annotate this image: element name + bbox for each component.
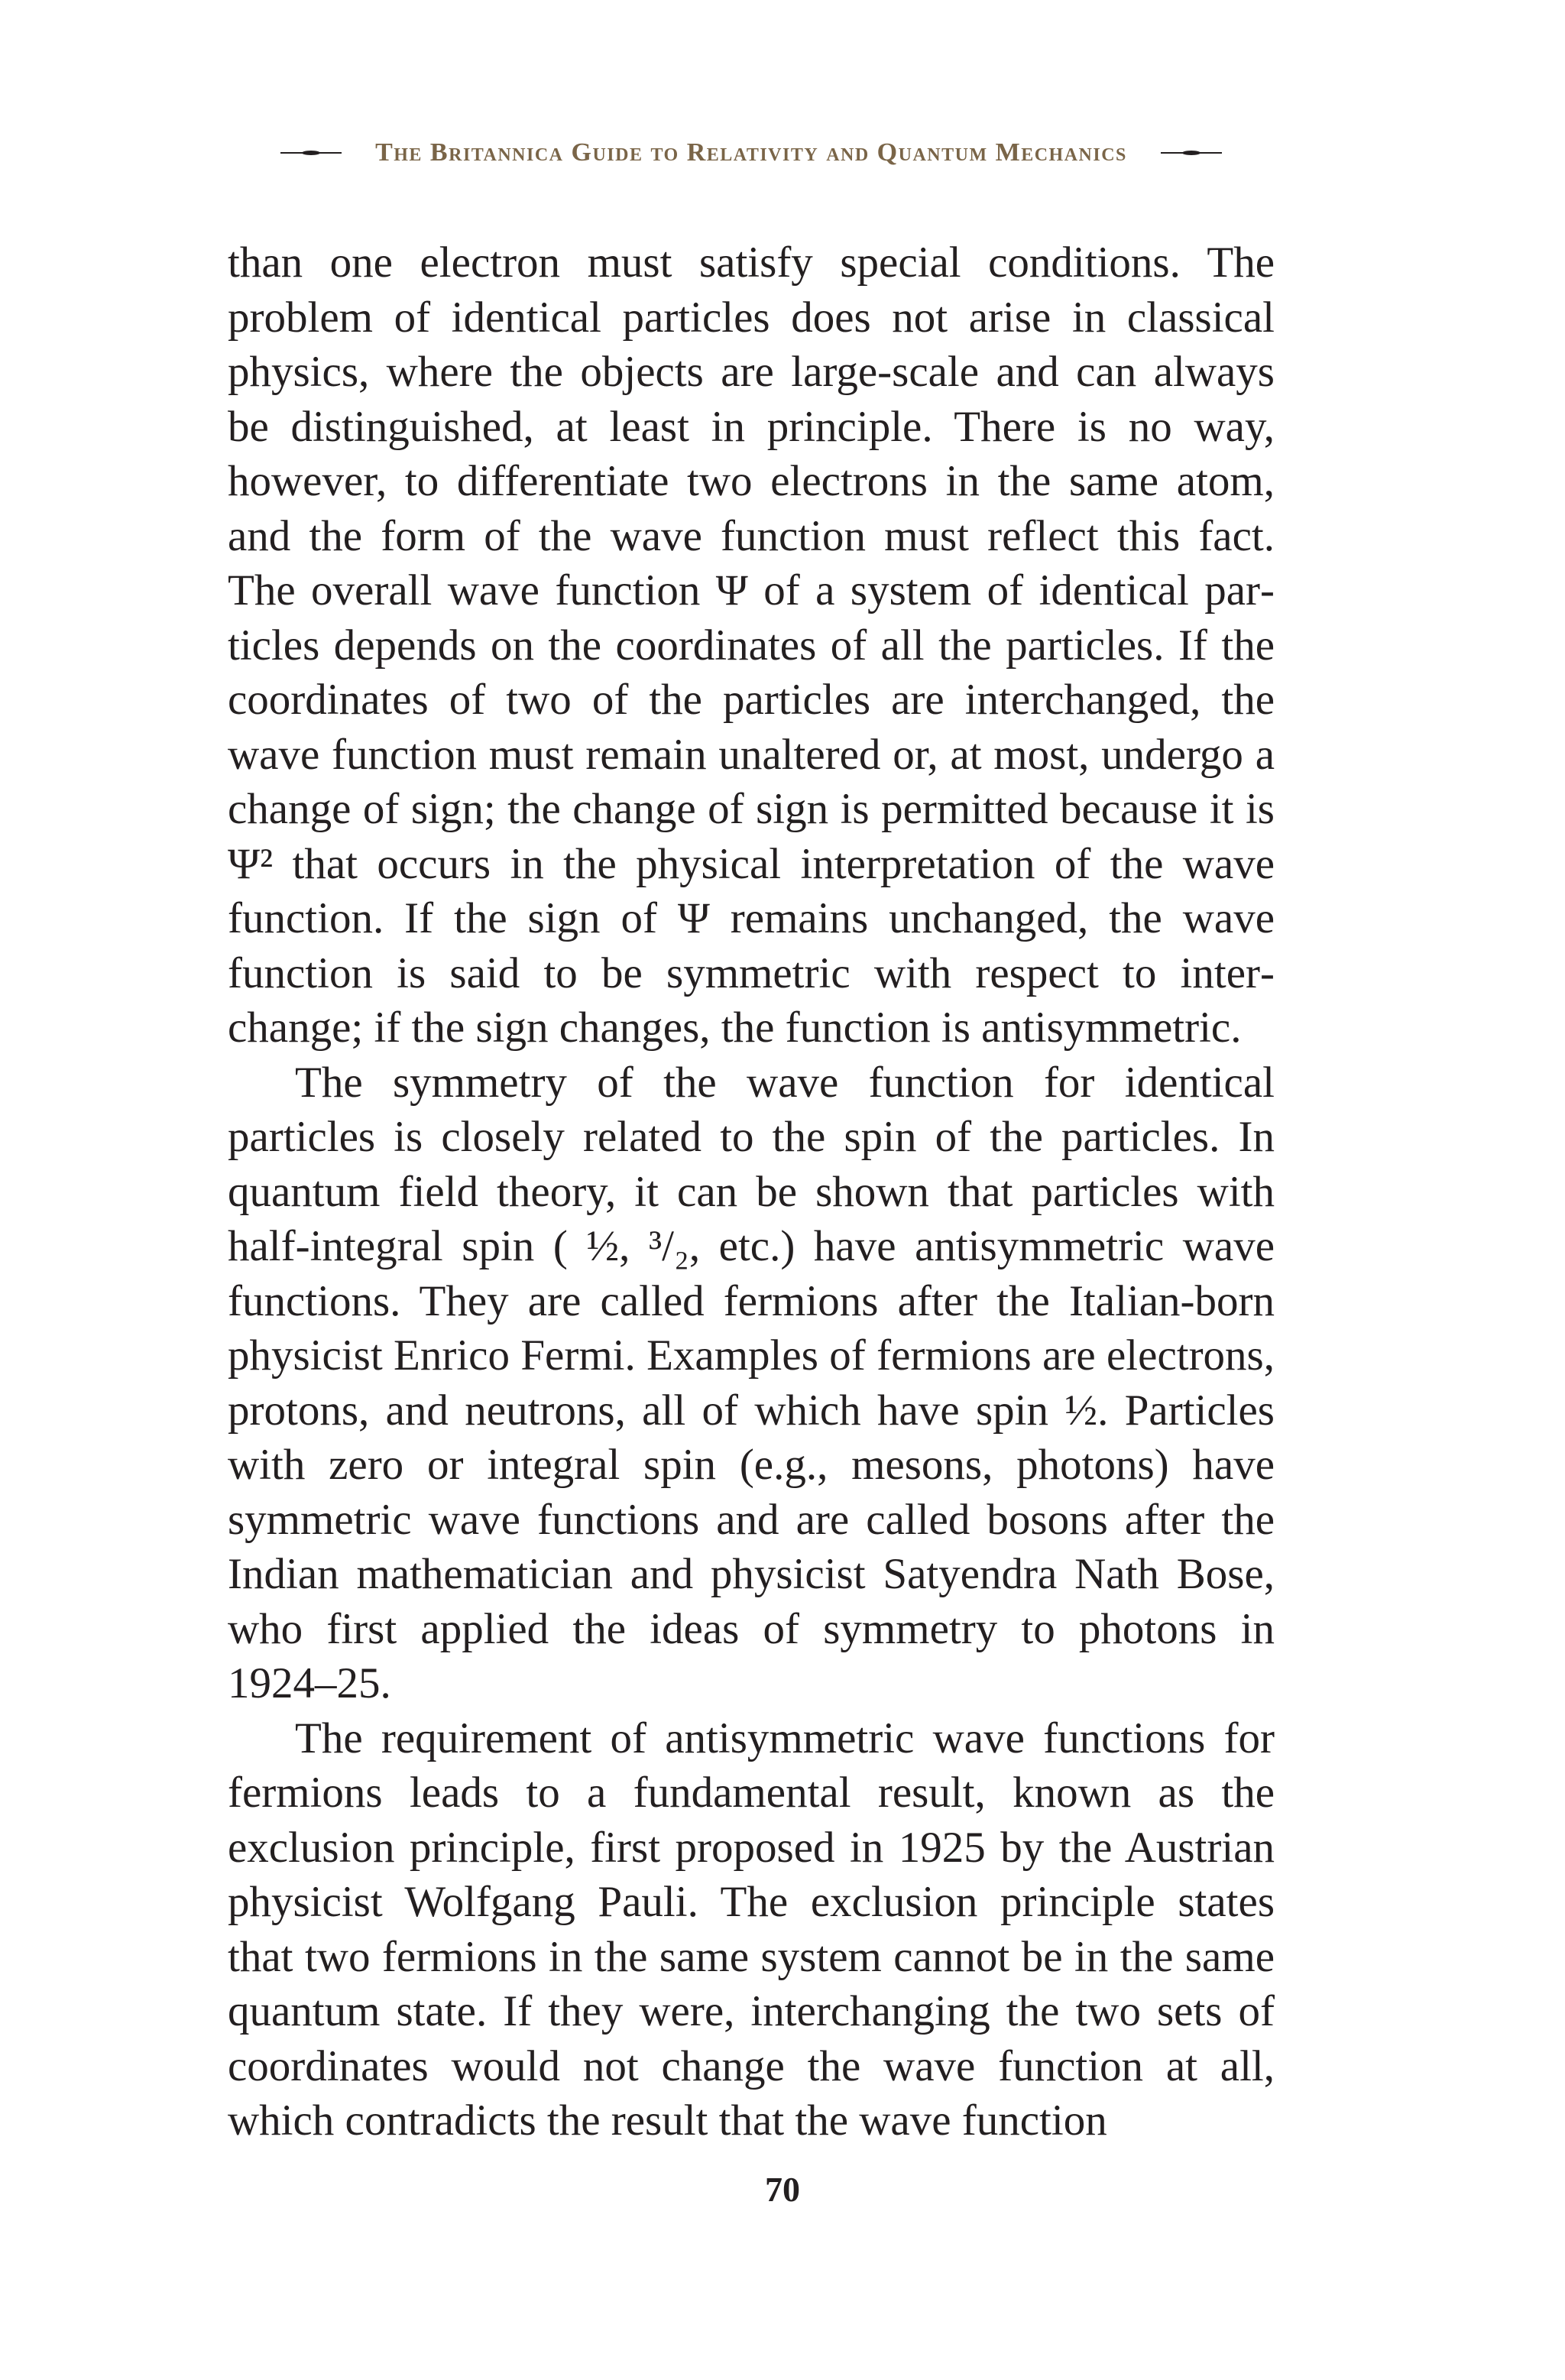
right-ornament-rule	[1161, 152, 1222, 154]
running-head-title: The Britannica Guide to Relativity and Quantum Mechanics	[375, 138, 1127, 167]
paragraph-symmetry: The symmetry of the wave function for identical particles is closely related to the spin of the particles. In quantum field theory, it can be shown that particles with half-integral spin ( ½, ³/₂, etc.) have antisymmetric wave functions. They are called fermions after the Italian-born physicist Enrico Fermi. Examples of fermions are electrons, protons, and neutrons, all of which have spin ½. Particles with zero or integral spin (e.g., mesons, photons) have symmetric wave functions and are called bosons after the Indian mathematician and physicist Satyendra Nath Bose, who first applied the ideas of symmetry to photons in 1924–25.	[228, 1058, 1275, 1707]
left-ornament-rule	[280, 152, 342, 154]
running-head	[190, 130, 1313, 176]
body-text	[228, 235, 1275, 2148]
page-number: 70	[765, 2170, 800, 2209]
paragraph-exclusion-principle: The requirement of antisymmetric wave functions for fermions leads to a fundamental result, known as the exclusion principle, first proposed in 1925 by the Austrian physicist Wolfgang Pauli. The exclusion principle states that two fermions in the same system cannot be in the same quantum state. If they were, interchanging the two sets of coordinates would not change the wave function at all, which contradicts the result that the wave function	[228, 1714, 1275, 2145]
paragraph-continued: than one electron must satisfy special conditions. The problem of identical particles does not arise in classical physics, where the objects are large-scale and can always be distinguished, at least in principle. There is no way, however, to differentiate two electrons in the same atom, and the form of the wave function must reflect this fact. The overall wave function Ψ of a system of identical particles depends on the coordinates of all the particles. If the coordinates of two of the particles are interchanged, the wave function must remain unaltered or, at most, undergo a change of sign; the change of sign is permitted because it is Ψ² that occurs in the physical interpretation of the wave function. If the sign of Ψ remains unchanged, the wave function is said to be symmetric with respect to interchange; if the sign changes, the function is antisymmetric.	[228, 238, 1275, 1052]
